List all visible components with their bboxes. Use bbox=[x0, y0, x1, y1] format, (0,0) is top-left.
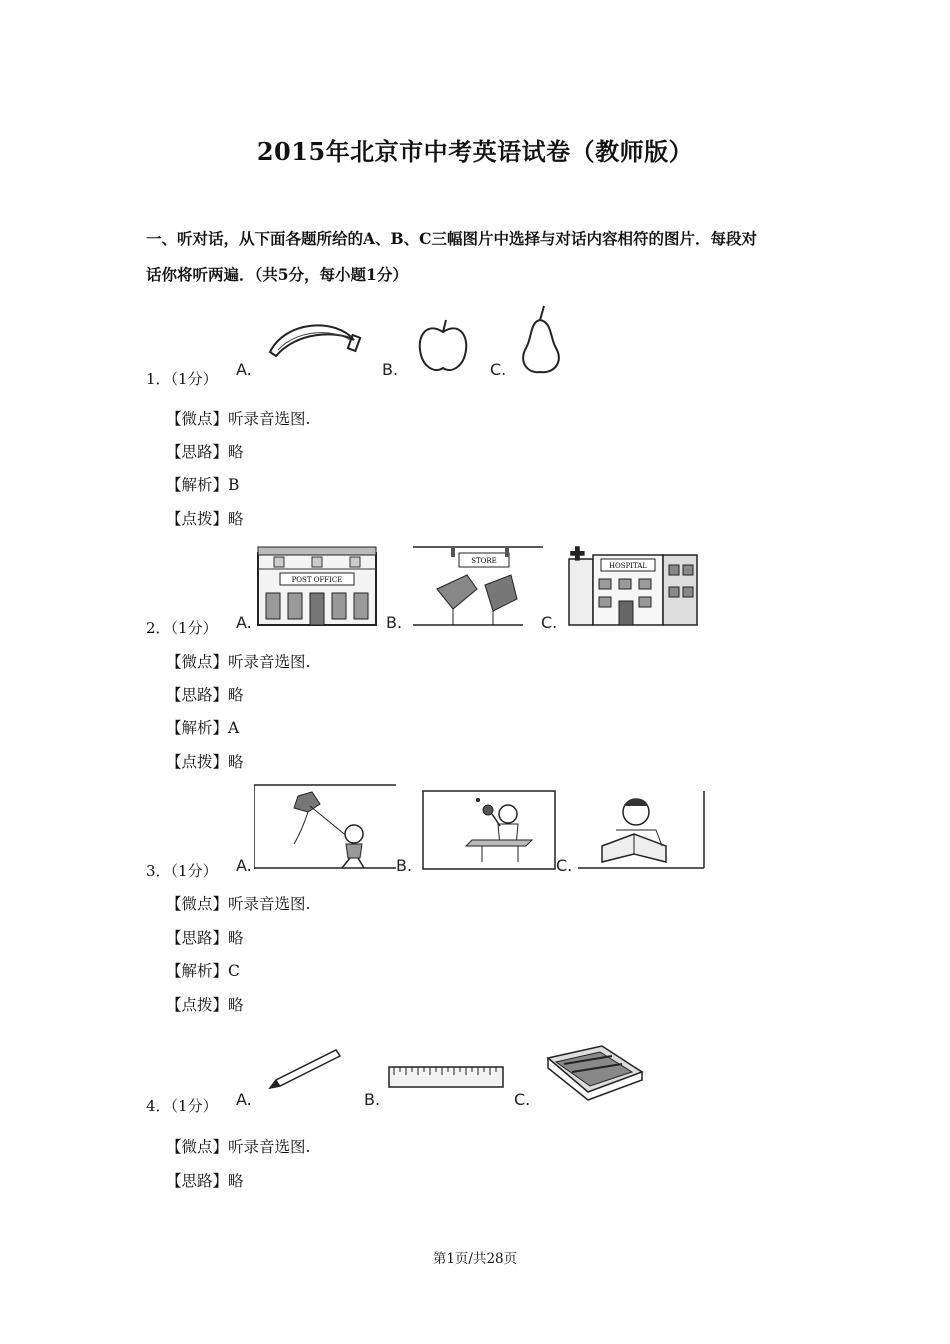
boy-playing-ping-pong-illustration bbox=[422, 790, 556, 870]
pencil-illustration bbox=[266, 1046, 342, 1092]
section-instruction-line-2: 话你将听两遍．（共5分，每小题1分） bbox=[146, 265, 408, 284]
pencil-case-illustration bbox=[542, 1042, 648, 1102]
q2-option-a-label: A. bbox=[236, 613, 252, 632]
hospital-illustration bbox=[567, 545, 701, 627]
q1-option-b-label: B. bbox=[382, 360, 399, 379]
boy-flying-kite-illustration bbox=[254, 784, 396, 870]
pear-illustration bbox=[516, 304, 566, 376]
question-1-number: 1．（1分） bbox=[146, 370, 218, 388]
q2-analysis-tip: 【点拨】略 bbox=[166, 753, 244, 771]
q2-option-b-label: B. bbox=[386, 613, 403, 632]
apple-illustration bbox=[416, 318, 470, 376]
q1-analysis-tip: 【点拨】略 bbox=[166, 510, 244, 528]
q4-analysis-approach: 【思路】略 bbox=[166, 1172, 244, 1190]
q3-analysis-answer: 【解析】C bbox=[166, 962, 240, 980]
q4-option-b-label: B. bbox=[364, 1090, 381, 1109]
q1-analysis-approach: 【思路】略 bbox=[166, 443, 244, 461]
q3-option-c-label: C. bbox=[556, 856, 573, 875]
post-office-sign: POST OFFICE bbox=[291, 576, 343, 584]
page-title: 2015年北京市中考英语试卷（教师版） bbox=[256, 137, 694, 166]
q1-option-c-label: C. bbox=[490, 360, 507, 379]
q4-option-c-label: C. bbox=[514, 1090, 531, 1109]
q2-analysis-approach: 【思路】略 bbox=[166, 686, 244, 704]
q3-analysis-approach: 【思路】略 bbox=[166, 929, 244, 947]
post-office-illustration bbox=[254, 543, 380, 627]
q1-analysis-point: 【微点】听录音选图. bbox=[166, 410, 311, 428]
page-footer: 第1页/共28页 bbox=[432, 1251, 518, 1267]
q4-analysis-point: 【微点】听录音选图. bbox=[166, 1138, 311, 1156]
banana-illustration bbox=[266, 316, 366, 360]
q2-option-c-label: C. bbox=[541, 613, 558, 632]
boy-reading-book-illustration bbox=[576, 790, 706, 870]
q2-analysis-point: 【微点】听录音选图. bbox=[166, 653, 311, 671]
q1-option-a-label: A. bbox=[236, 360, 252, 379]
question-3-number: 3．（1分） bbox=[146, 862, 218, 880]
section-instruction-line-1: 一、听对话，从下面各题所给的A、B、C三幅图片中选择与对话内容相符的图片．每段对 bbox=[146, 229, 757, 248]
store-illustration bbox=[413, 545, 543, 627]
question-2-number: 2．（1分） bbox=[146, 619, 218, 637]
ruler-illustration bbox=[388, 1066, 504, 1088]
q3-option-b-label: B. bbox=[396, 856, 413, 875]
q2-analysis-answer: 【解析】A bbox=[166, 719, 240, 737]
q3-analysis-point: 【微点】听录音选图. bbox=[166, 895, 311, 913]
hospital-sign: HOSPITAL bbox=[608, 562, 648, 570]
question-4-number: 4．（1分） bbox=[146, 1097, 218, 1115]
store-sign: STORE bbox=[471, 557, 497, 565]
q3-analysis-tip: 【点拨】略 bbox=[166, 996, 244, 1014]
q3-option-a-label: A. bbox=[236, 856, 252, 875]
q4-option-a-label: A. bbox=[236, 1090, 252, 1109]
q1-analysis-answer: 【解析】B bbox=[166, 476, 240, 494]
